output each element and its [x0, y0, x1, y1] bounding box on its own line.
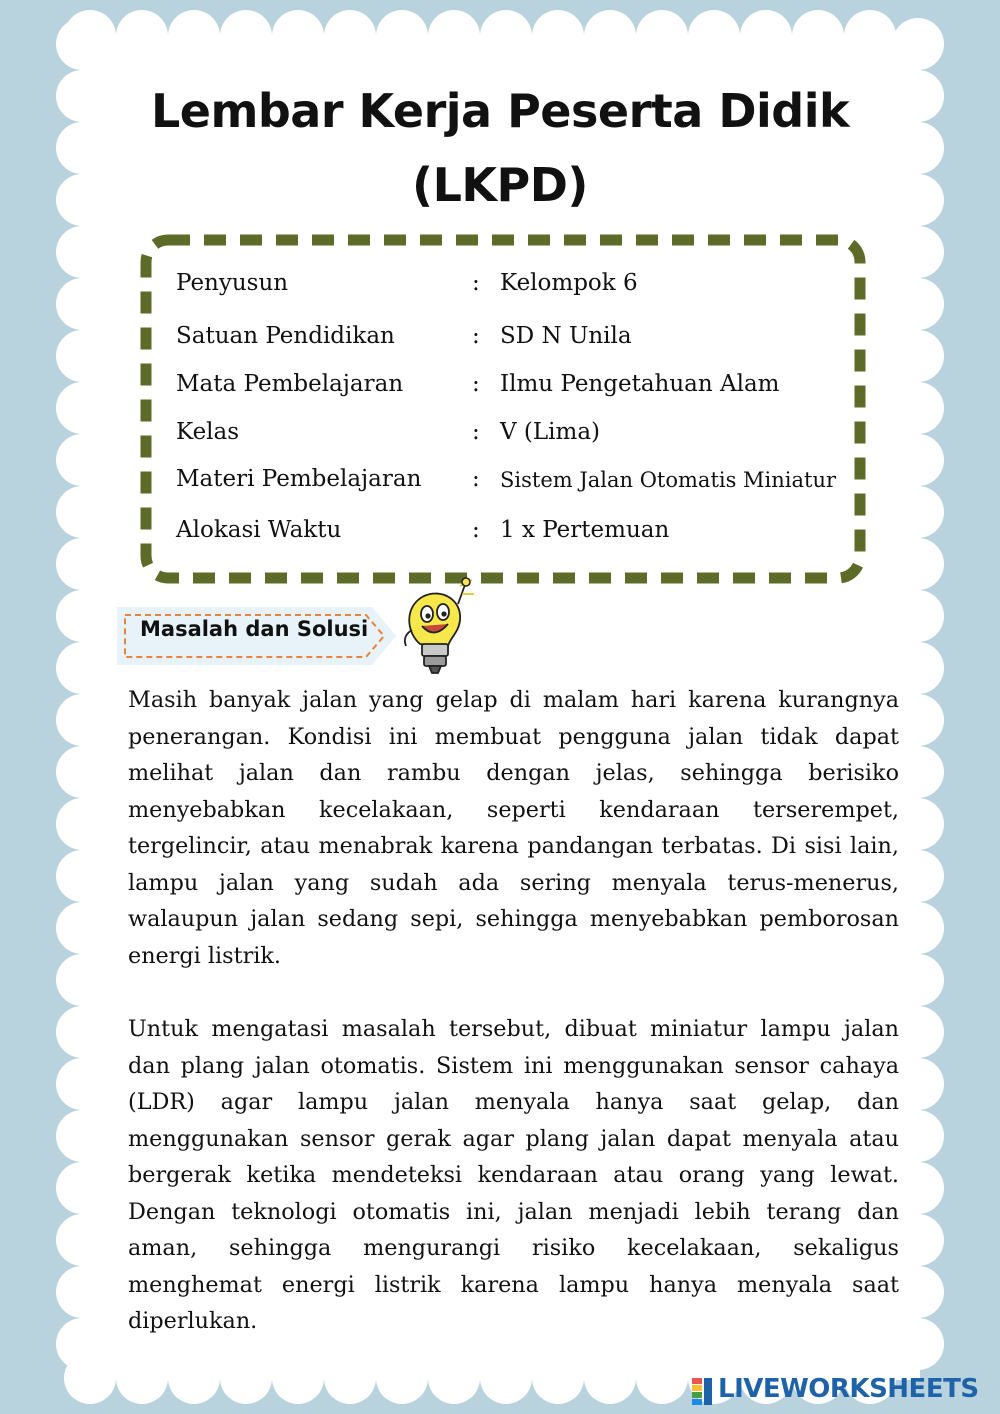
- info-value: 1 x Pertemuan: [500, 517, 670, 543]
- info-label: Materi Pembelajaran: [176, 466, 422, 492]
- solution-paragraph: Untuk mengatasi masalah tersebut, dibuat miniatur lampu jalan dan plang jalan otomatis. Sistem ini menggunakan sensor cahaya (LDR) agar lampu jalan menyala hanya saat gelap, dan menggunakan sensor gerak agar plang jalan dapat menyala atau bergerak ketika mendeteksi kendaraan atau orang yang lewat. Dengan teknologi otomatis ini, jalan menjadi lebih terang dan aman, sehingga mengurangi risiko kecelakaan, sekaligus menghemat energi listrik karena lampu hanya menyala saat diperlukan.: [128, 1016, 899, 1334]
- info-value: V (Lima): [500, 419, 601, 445]
- liveworksheets-brand: [692, 1374, 992, 1408]
- info-colon: :: [472, 466, 480, 492]
- info-value: Sistem Jalan Otomatis Miniatur: [500, 468, 837, 492]
- info-label: Alokasi Waktu: [176, 517, 342, 543]
- info-colon: :: [472, 371, 480, 397]
- info-value: Ilmu Pengetahuan Alam: [500, 371, 780, 397]
- info-label: Penyusun: [176, 270, 289, 296]
- page-title: Lembar Kerja Peserta Didik: [150, 84, 850, 138]
- problem-paragraph: Masih banyak jalan yang gelap di malam hari karena kurangnya penerangan. Kondisi ini membuat pengguna jalan tidak dapat melihat jalan dan rambu dengan jelas, sehingga berisiko menyebabkan kecelakaan, seperti kendaraan terserempet, tergelincir, atau menabrak karena pandangan terbatas. Di sisi lain, lampu jalan yang sudah ada sering menyala terus-menerus, walaupun jalan sedang sepi, sehingga menyebabkan pemborosan energi listrik.: [128, 687, 899, 969]
- info-row-penyusun: [176, 270, 896, 304]
- lightbulb-mascot-icon: [400, 574, 476, 678]
- info-label: Kelas: [176, 419, 240, 445]
- page-subtitle: (LKPD): [412, 158, 588, 212]
- info-value: Kelompok 6: [500, 270, 638, 296]
- info-colon: :: [472, 517, 480, 543]
- info-row-satuan-pendidikan: [176, 323, 896, 357]
- info-row-materi-pembelajaran: [176, 466, 896, 500]
- info-value: SD N Unila: [500, 323, 632, 349]
- info-label: Mata Pembelajaran: [176, 371, 404, 397]
- brand-text: LIVEWORKSHEETS: [718, 1374, 979, 1404]
- info-colon: :: [472, 323, 480, 349]
- info-row-kelas: [176, 419, 896, 453]
- info-row-alokasi-waktu: [176, 517, 896, 551]
- liveworksheets-logo-icon: [692, 1378, 714, 1406]
- section-label: Masalah dan Solusi: [140, 617, 369, 641]
- info-colon: :: [472, 419, 480, 445]
- info-label: Satuan Pendidikan: [176, 323, 395, 349]
- info-row-mata-pembelajaran: [176, 371, 896, 405]
- info-colon: :: [472, 270, 480, 296]
